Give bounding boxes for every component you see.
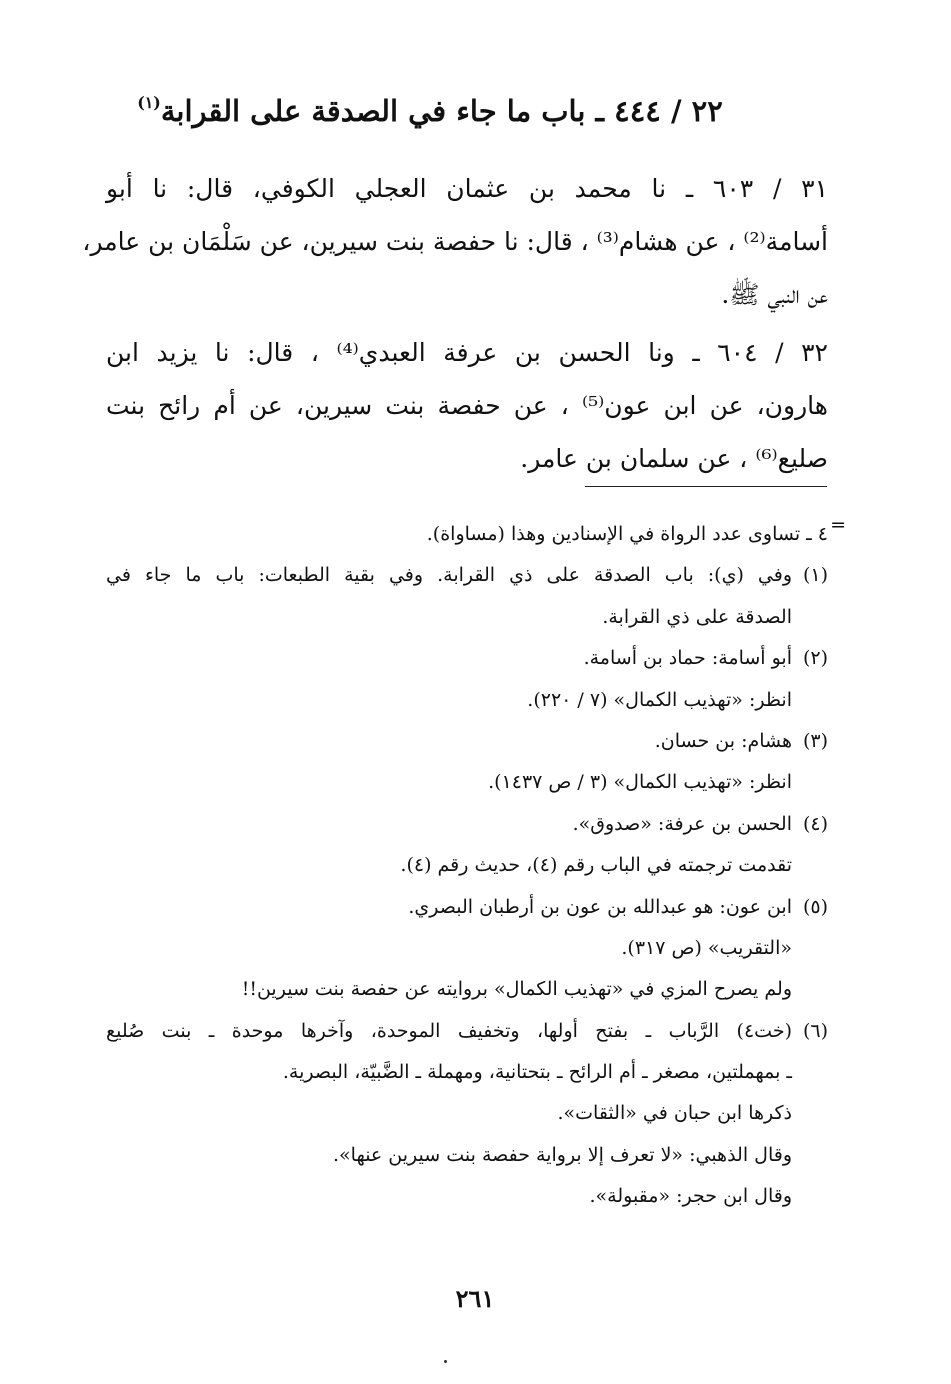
footnote-number: (٢) xyxy=(802,647,828,670)
footnote-line xyxy=(106,1135,828,1176)
footnotes xyxy=(106,514,846,1218)
footnote-line xyxy=(106,1176,828,1217)
footnote-text: (خت٤) الرَّباب ـ بفتح أولها، وتخفيف الموحدة، وآخرها موحدة ـ بنت صُليع xyxy=(106,1019,792,1042)
footnote-line xyxy=(106,969,828,1010)
footnote-text: ٤ ـ تساوى عدد الرواة في الإسنادين وهذا (مساواة). xyxy=(426,523,828,545)
footnote-line xyxy=(106,597,828,638)
footnote-line xyxy=(106,555,828,596)
footnote-text: أبو أسامة: حماد بن أسامة. xyxy=(583,647,792,670)
print-speck xyxy=(444,1360,447,1363)
footnote-line xyxy=(106,887,828,928)
chapter-title-text: ٢٢ / ٤٤٤ ـ باب ما جاء في الصدقة على القرابة xyxy=(160,94,723,128)
footnote-number: (١) xyxy=(802,564,828,587)
hadith-line: هارون، عن ابن عون⁽⁵⁾ ، عن حفصة بنت سيرين، عن أم رائح بنت xyxy=(106,391,828,420)
footnote-text: ولم يصرح المزي في «تهذيب الكمال» بروايته عن حفصة بنت سيرين!! xyxy=(241,978,792,1001)
footnote-text: ـ بمهملتين، مصغر ـ أم الرائح ـ بتحتانية، ومهملة ـ الضَّبيّة، البصرية. xyxy=(282,1061,792,1084)
footnote-text: وقال ابن حجر: «مقبولة». xyxy=(589,1185,792,1208)
footnote-line xyxy=(106,680,828,721)
footnote-text: ذكرها ابن حبان في «الثقات». xyxy=(557,1102,792,1125)
footnote-text: الحسن بن عرفة: «صدوق». xyxy=(572,812,792,835)
footnote-line xyxy=(106,638,828,679)
footnote-text: «التقريب» (ص ٣١٧). xyxy=(621,936,792,959)
footnote-line xyxy=(106,1011,828,1052)
hadith-line: صليع⁽⁶⁾ ، عن سلمان بن عامر. xyxy=(520,444,828,473)
continuation-mark: = xyxy=(830,514,846,536)
footnote-line xyxy=(106,1093,828,1134)
footnote-line xyxy=(106,721,828,762)
footnote-text: ابن عون: هو عبدالله بن عون بن أرطبان البصري. xyxy=(408,895,792,918)
footnote-lines xyxy=(106,514,828,1218)
hadith-line: ٣٢ / ٦٠٤ ـ ونا الحسن بن عرفة العبدي⁽⁴⁾ ، قال: نا يزيد ابن xyxy=(106,338,828,367)
hadith-line: عن النبي ﷺ. xyxy=(721,280,828,309)
footnote-text: انظر: «تهذيب الكمال» (٧ / ٢٢٠). xyxy=(527,688,792,711)
footnote-line xyxy=(106,1052,828,1093)
hadith-line: أسامة⁽²⁾ ، عن هشام⁽³⁾ ، قال: نا حفصة بنت سيرين، عن سَلْمَان بن عامر، xyxy=(82,227,828,256)
footnote-text: تقدمت ترجمته في الباب رقم (٤)، حديث رقم (٤). xyxy=(400,854,792,877)
footnote-text: وقال الذهبي: «لا تعرف إلا برواية حفصة بنت سيرين عنها». xyxy=(332,1143,792,1166)
chapter-title xyxy=(110,88,750,134)
footnote-number: (٥) xyxy=(802,895,828,918)
footnote-line xyxy=(106,514,828,555)
title-footnote-mark: (١) xyxy=(137,92,161,112)
footnote-text: انظر: «تهذيب الكمال» (٣ / ص ١٤٣٧). xyxy=(488,771,792,794)
footnote-number: (٤) xyxy=(802,812,828,835)
footnote-number: (٣) xyxy=(802,729,828,752)
hadith-32 xyxy=(106,326,828,485)
footnote-text: وفي (ي): باب الصدقة على ذي القرابة. وفي بقية الطبعات: باب ما جاء في xyxy=(106,564,792,587)
footnote-line xyxy=(106,928,828,969)
footnote-separator xyxy=(585,486,827,487)
page-number: ٢٦١ xyxy=(455,1284,495,1313)
hadith-31 xyxy=(82,162,828,321)
hadith-line: ٣١ / ٦٠٣ ـ نا محمد بن عثمان العجلي الكوفي، قال: نا أبو xyxy=(106,174,828,203)
footnote-text: الصدقة على ذي القرابة. xyxy=(602,605,792,628)
footnote-line xyxy=(106,804,828,845)
footnote-number: (٦) xyxy=(802,1019,828,1042)
footnote-line xyxy=(106,762,828,803)
footnote-text: هشام: بن حسان. xyxy=(654,729,792,752)
footnote-line xyxy=(106,845,828,886)
